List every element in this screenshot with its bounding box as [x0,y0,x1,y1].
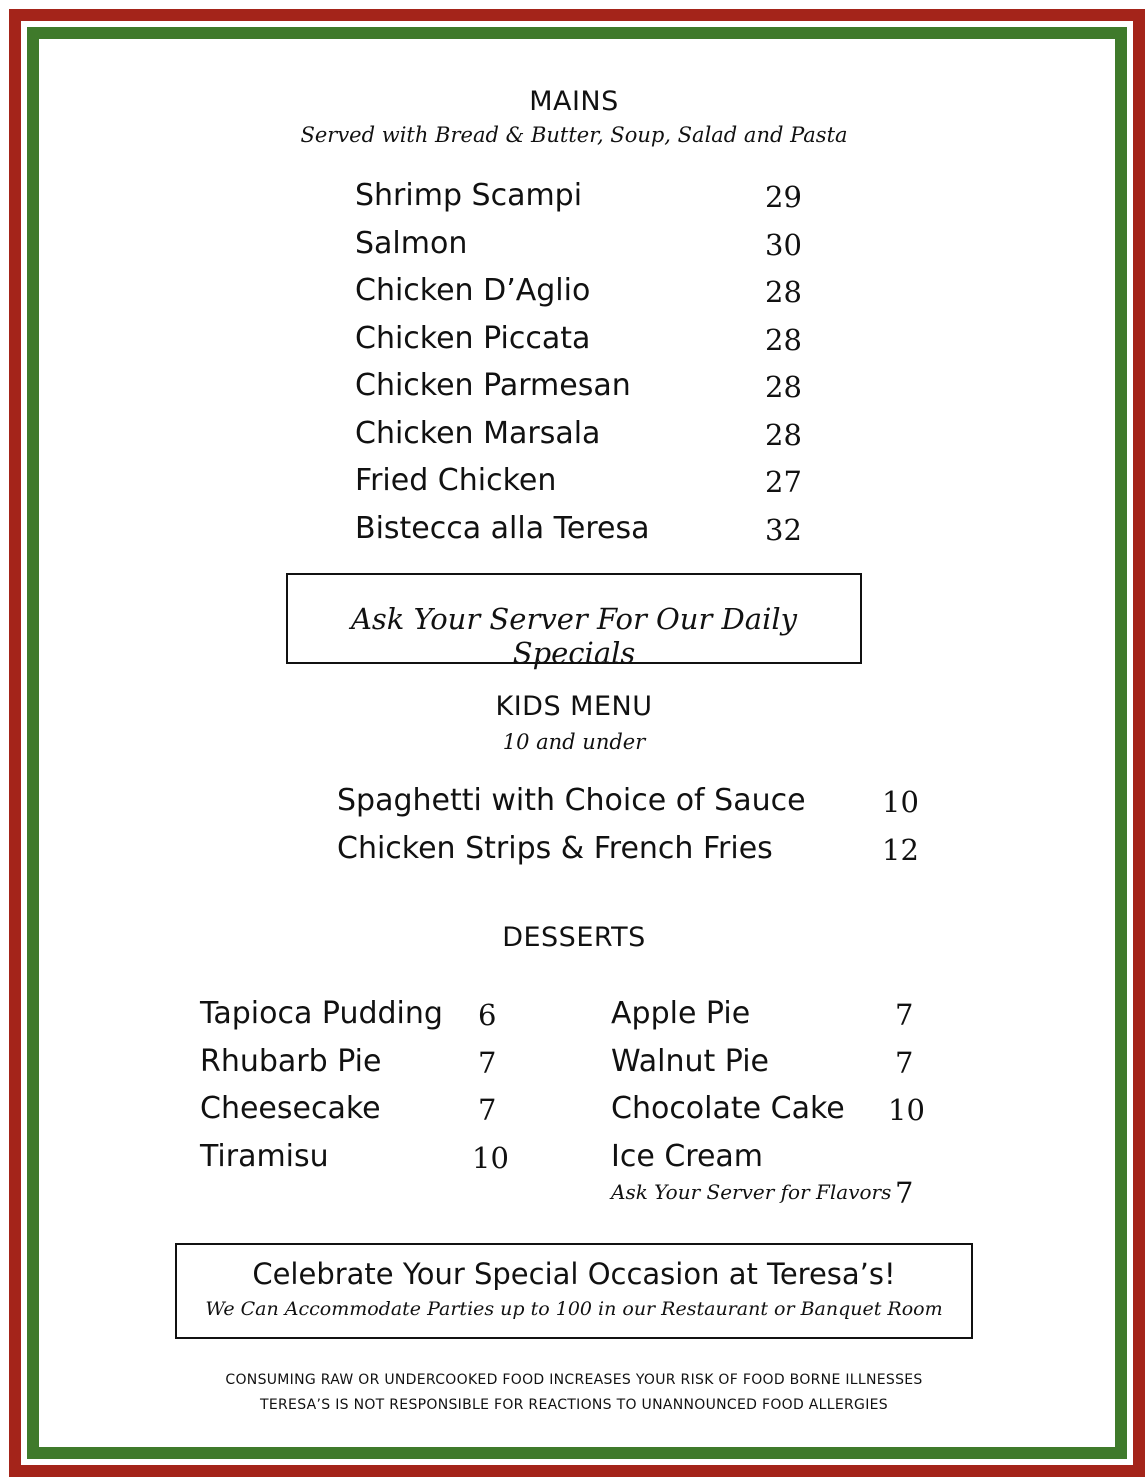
mains-item-name: Fried Chicken [355,463,557,498]
occasion-title: Celebrate Your Special Occasion at Teresa’s! [252,1257,896,1291]
kids-menu-heading: KIDS MENU [495,691,653,722]
kids-item-name: Spaghetti with Choice of Sauce [337,783,806,818]
mains-item-price: 27 [765,465,802,499]
food-safety-notice: CONSUMING RAW OR UNDERCOOKED FOOD INCREASES YOUR RISK OF FOOD BORNE ILLNESSES [225,1372,923,1388]
dessert-item-price: 7 [895,998,914,1032]
dessert-item-name: Walnut Pie [611,1044,770,1079]
special-occasion-box [175,1243,973,1339]
desserts-heading: DESSERTS [502,922,646,953]
mains-item-name: Chicken Marsala [355,416,601,451]
dessert-item-name: Cheesecake [200,1091,381,1126]
dessert-item-name: Rhubarb Pie [200,1044,382,1079]
kids-item-price: 10 [882,785,919,819]
mains-item-price: 32 [765,513,802,547]
mains-item-price: 29 [765,180,802,214]
dessert-item-price: 7 [478,1093,497,1127]
dessert-item-name: Ice Cream [611,1139,764,1174]
mains-item-price: 28 [765,418,802,452]
dessert-item-price: 10 [888,1093,925,1127]
dessert-item-price: 10 [472,1141,509,1175]
mains-item-price: 28 [765,323,802,357]
dessert-item-price: 6 [478,998,497,1032]
dessert-item-name: Tapioca Pudding [200,996,443,1031]
mains-heading: MAINS [529,86,619,117]
mains-item-name: Salmon [355,226,468,261]
mains-item-name: Chicken Parmesan [355,368,631,403]
dessert-item-name: Chocolate Cake [611,1091,845,1126]
ice-cream-note: Ask Your Server for Flavors [611,1180,892,1204]
mains-item-price: 28 [765,275,802,309]
mains-item-name: Chicken Piccata [355,321,591,356]
occasion-subtitle: We Can Accommodate Parties up to 100 in our Restaurant or Banquet Room [205,1298,943,1320]
daily-specials-text: Ask Your Server For Our Daily Specials [350,602,798,670]
dessert-item-price: 7 [478,1046,497,1080]
mains-subheading: Served with Bread & Butter, Soup, Salad and Pasta [300,123,848,147]
dessert-item-name: Tiramisu [200,1139,329,1174]
daily-specials-box [286,573,862,670]
kids-menu-subheading: 10 and under [502,730,646,754]
mains-item-name: Bistecca alla Teresa [355,511,650,546]
dessert-item-price: 7 [895,1176,914,1210]
allergy-notice: TERESA’S IS NOT RESPONSIBLE FOR REACTIONS TO UNANNOUNCED FOOD ALLERGIES [260,1397,888,1413]
dessert-item-price: 7 [895,1046,914,1080]
dessert-item-name: Apple Pie [611,996,751,1031]
mains-item-name: Chicken D’Aglio [355,273,591,308]
mains-item-price: 28 [765,370,802,404]
mains-item-price: 30 [765,228,802,262]
mains-item-name: Shrimp Scampi [355,178,583,213]
kids-item-name: Chicken Strips & French Fries [337,831,773,866]
kids-item-price: 12 [882,833,919,867]
